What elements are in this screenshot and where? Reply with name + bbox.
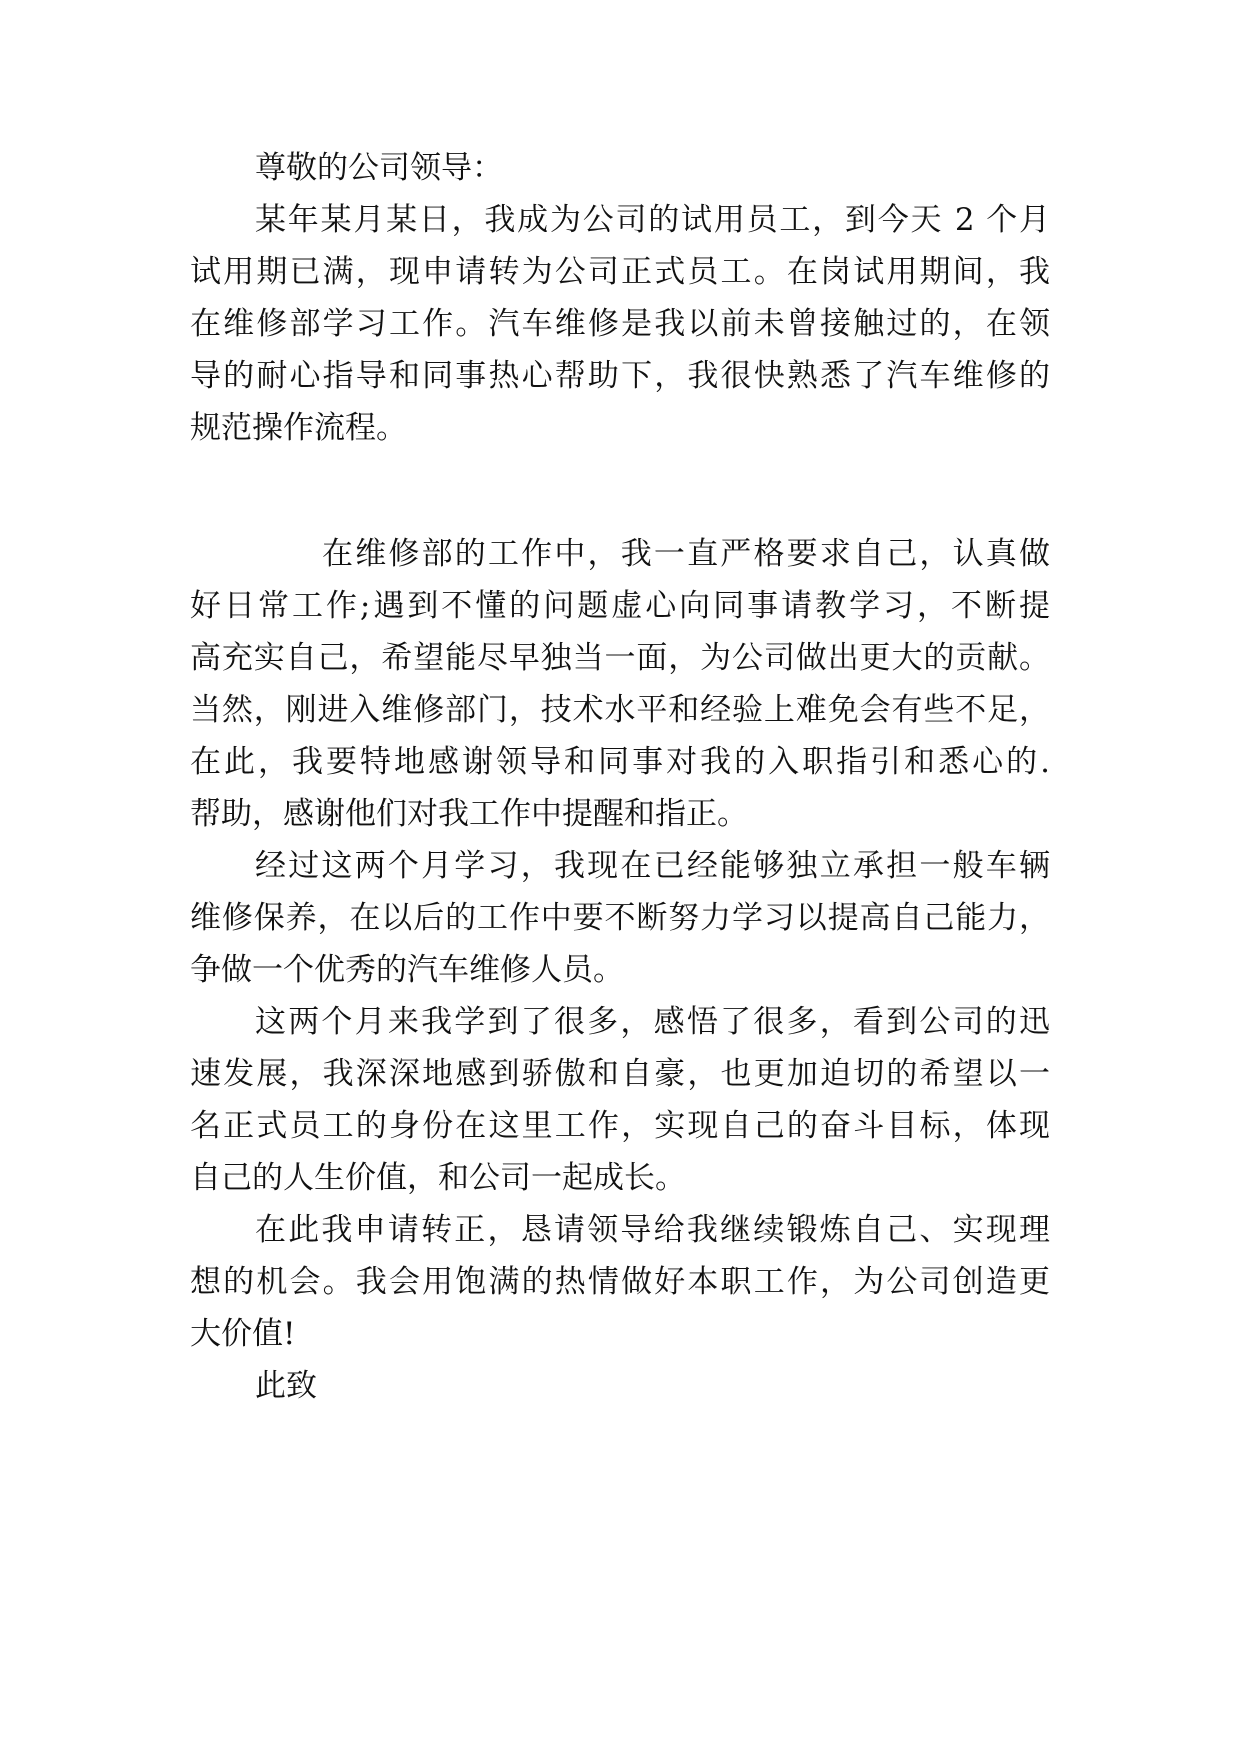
paragraph-3-line: 经过这两个月学习，我现在已经能够独立承担一般车辆	[255, 848, 1050, 884]
closing: 此致	[255, 1368, 317, 1404]
paragraph-1-line: 在维修部学习工作。汽车维修是我以前未曾接触过的，在领	[190, 306, 1050, 342]
paragraph-2-line: 在此，我要特地感谢领导和同事对我的入职指引和悉心的.	[190, 744, 1050, 780]
paragraph-2-line: 好日常工作;遇到不懂的问题虚心向同事请教学习，不断提	[190, 588, 1050, 624]
paragraph-2-line: 高充实自己，希望能尽早独当一面，为公司做出更大的贡献。	[190, 640, 1050, 676]
paragraph-4-line: 名正式员工的身份在这里工作，实现自己的奋斗目标，体现	[190, 1108, 1050, 1144]
paragraph-4-line: 这两个月来我学到了很多，感悟了很多，看到公司的迅	[255, 1004, 1050, 1040]
paragraph-5-line: 在此我申请转正，恳请领导给我继续锻炼自己、实现理	[255, 1212, 1050, 1248]
salutation: 尊敬的公司领导：	[255, 150, 503, 186]
paragraph-1-line: 试用期已满，现申请转为公司正式员工。在岗试用期间，我	[190, 254, 1050, 290]
paragraph-3-line: 维修保养，在以后的工作中要不断努力学习以提高自己能力，	[190, 900, 1050, 936]
paragraph-3-line: 争做一个优秀的汽车维修人员。	[190, 952, 624, 988]
paragraph-1-line: 规范操作流程。	[190, 410, 407, 446]
paragraph-4-line: 自己的人生价值，和公司一起成长。	[190, 1160, 686, 1196]
paragraph-2-line: 当然，刚进入维修部门，技术水平和经验上难免会有些不足，	[190, 692, 1050, 728]
paragraph-4-line: 速发展，我深深地感到骄傲和自豪，也更加迫切的希望以一	[190, 1056, 1050, 1092]
paragraph-5-line: 想的机会。我会用饱满的热情做好本职工作，为公司创造更	[190, 1264, 1050, 1300]
paragraph-5-line: 大价值!	[190, 1316, 296, 1352]
paragraph-1-line: 导的耐心指导和同事热心帮助下，我很快熟悉了汽车维修的	[190, 358, 1050, 394]
paragraph-2-line: 帮助，感谢他们对我工作中提醒和指正。	[190, 796, 748, 832]
paragraph-1-line: 某年某月某日，我成为公司的试用员工，到今天 2 个月	[255, 202, 1050, 238]
paragraph-2-line: 在维修部的工作中，我一直严格要求自己，认真做	[322, 536, 1050, 572]
